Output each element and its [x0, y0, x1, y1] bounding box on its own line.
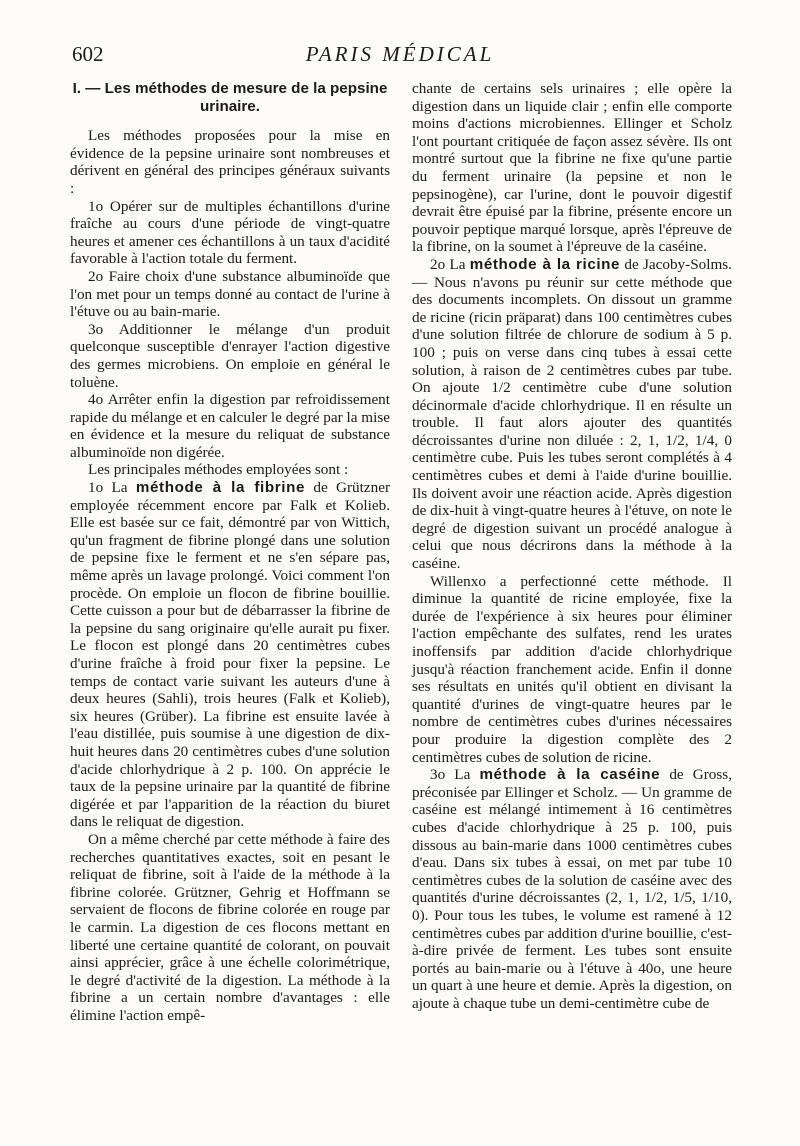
casein-method-term: méthode à la caséine [479, 766, 661, 784]
paragraph-principle-2: 2o Faire choix d'une substance albuminoïde que l'on met pour un temps donné au contact de l'urine à l'étuve ou au bain-marie. [70, 267, 390, 321]
paragraph-willenxo: Willenxo a perfectionné cette méthode. Il diminue la quantité de ricine employée, fixe la durée de l'expérience à six heures pour éliminer l'action empêchante des sulfates, rend les urates inoffensifs par addition d'acide chlorhydrique jusqu'à réaction franchement acide. Enfin il donne ses résultats en unités qu'il obtient en divisant la quantité d'urines de vingt-quatre heures par le nombre de centimètres cubes d'urines nécessaires pour produire la digestion complète des 2 centimètres cubes de solution de ricine. [412, 572, 732, 766]
column-gutter [401, 82, 402, 1082]
paragraph-fibrin-continued: chante de certains sels urinaires ; elle opère la digestion dans un liquide clair ; enfin elle comporte moins d'actions microbiennes. Ellinger et Scholz l'ont pourtant critiquée de façon assez sévère. Ils ont montré surtout que la fibrine ne fixe qu'une partie du ferment urinaire (la pepsine et non le pepsinogène), car l'urine, dont le pouvoir digestif devrait être épuisé par la fibrine, présente encore un pouvoir peptique marqué lorsque, après l'épreuve de la fibrine, on la soumet à l'épreuve de la caséine. [412, 80, 732, 256]
paragraph-ricin-method [412, 256, 732, 573]
ricin-method-text: de Jacoby-Solms. — Nous n'avons pu réunir sur cette méthode que des documents incomplets. On dissout un gramme de ricine (ricin präparat) dans 100 centimètres cubes d'une solution filtrée de chlorure de sodium à 5 p. 100 ; puis on verse dans cinq tubes à essai cette solution, à raison de 2 centimètres cubes par tube. On ajoute 1/2 centimètre cube d'une solution décinormale d'acide chlorhydrique. Il en résulte un trouble. Il faut alors ajouter des quantités décroissantes d'urine non diluée : 2, 1, 1/2, 1/4, 0 centimètre cube. Puis les tubes seront complétés à 4 centimètres cubes et demi à l'aide d'urine bouillie. Ils doivent avoir une réaction acide. Après digestion de dix-huit à vingt-quatre heures à l'étuve, on note le degré de digestion suivant un procédé analogue à celui que nous décrirons dans la méthode à la caséine. [412, 255, 732, 573]
ricin-method-number: 2o La [430, 255, 466, 273]
casein-method-number: 3o La [430, 766, 471, 784]
paragraph-principle-4: 4o Arrêter enfin la digestion par refroidissement rapide du mélange et en calculer le degré par la mise en évidence et la mesure du reliquat de substance albuminoïde non digérée. [70, 391, 390, 461]
page-header [72, 42, 728, 72]
paragraph-intro: Les méthodes proposées pour la mise en évidence de la pepsine urinaire sont nombreuses et dérivent en général des principes généraux suivants : [70, 127, 390, 197]
paragraph-principle-3: 3o Additionner le mélange d'un produit quelconque susceptible d'enrayer l'action digestive des germes microbiens. On emploie en général le toluène. [70, 320, 390, 391]
page-number: 602 [72, 42, 104, 66]
section-heading: I. — Les méthodes de mesure de la pepsine urinaire. [72, 80, 388, 115]
paragraph-casein-method [412, 766, 732, 1012]
fibrin-method-text: de Grützner employée récemment encore par Falk et Kolieb. Elle est basée sur ce fait, démontré par von Wittich, qu'un fragment de fibrine plongé dans une solution de pepsine fixe le ferment et ne s'en sépare pas, même après un lavage prolongé. Voici comment l'on procède. On emploie un flocon de fibrine bouillie. Cette cuisson a pour but de débarrasser la fibrine de la pepsine du sang originaire qu'elle aurait pu fixer. Le flocon est plongé dans 20 centimètres cubes d'urine fraîche à froid pour fixer la pepsine. Le temps de contact varie suivant les auteurs d'une à deux heures (Sahli), trois heures (Falk et Kolieb), six heures (Grüber). La fibrine est ensuite lavée à l'eau distillée, puis soumise à une digestion de dix-huit heures dans 20 centimètres cubes d'une solution d'acide chlorhydrique à 2 p. 100. On apprécie le taux de la pepsine urinaire par la quantité de fibrine digérée et par l'apparition de la réaction du biuret dans le reliquat de digestion. [70, 479, 391, 831]
ricin-method-term: méthode à la ricine [469, 255, 621, 273]
paragraph-fibrin-quantitative: On a même cherché par cette méthode à faire des recherches quantitatives exactes, soit en pesant le reliquat de fibrine, soit à l'aide de la méthode à la fibrine colorée. Grützner, Gehrig et Hoffmann se servaient de flocons de fibrine colorée en rouge par le carmin. La digestion de ces flocons mettant en liberté une certaine quantité de colorant, on pouvait ainsi apprécier, grâce à une échelle colorimétrique, le degré d'activité de la digestion. La méthode à la fibrine a un certain nombre d'avantages : elle élimine l'action empê- [70, 830, 390, 1024]
paragraph-methods-intro: Les principales méthodes employées sont : [88, 461, 349, 479]
fibrin-method-number: 1o La [88, 479, 128, 497]
paragraph-principle-1: 1o Opérer sur de multiples échantillons d'urine fraîche au cours d'une période de vingt-quatre heures et amener ces échantillons à un taux d'acidité favorable à l'action totale du ferment. [70, 197, 390, 268]
running-title: PARIS MÉDICAL [305, 42, 495, 66]
paragraph-fibrin-method [70, 479, 390, 831]
fibrin-method-term: méthode à la fibrine [135, 479, 306, 497]
right-column [412, 80, 732, 1012]
left-column [70, 80, 390, 1024]
casein-method-text: de Gross, préconisée par Ellinger et Scholz. — Un gramme de caséine est mélangé intimement à 16 centimètres cubes d'acide chlorhydrique à 25 p. 100, puis dissous au bain-marie dans 1000 centimètres cubes d'eau. Dans six tubes à essai, on met par tube 10 centimètres cubes de la solution de caséine avec des quantités d'urine décroissantes (2, 1, 1/2, 1/5, 1/10, 0). Pour tous les tubes, le volume est ramené à 12 centimètres cubes par addition d'urine bouillie, c'est-à-dire privée de ferment. Les tubes sont ensuite portés au bain-marie ou à l'étuve à 40o, une heure un quart à une heure et demie. Après la digestion, on ajoute à chaque tube un demi-centimètre cube de [412, 766, 733, 1012]
